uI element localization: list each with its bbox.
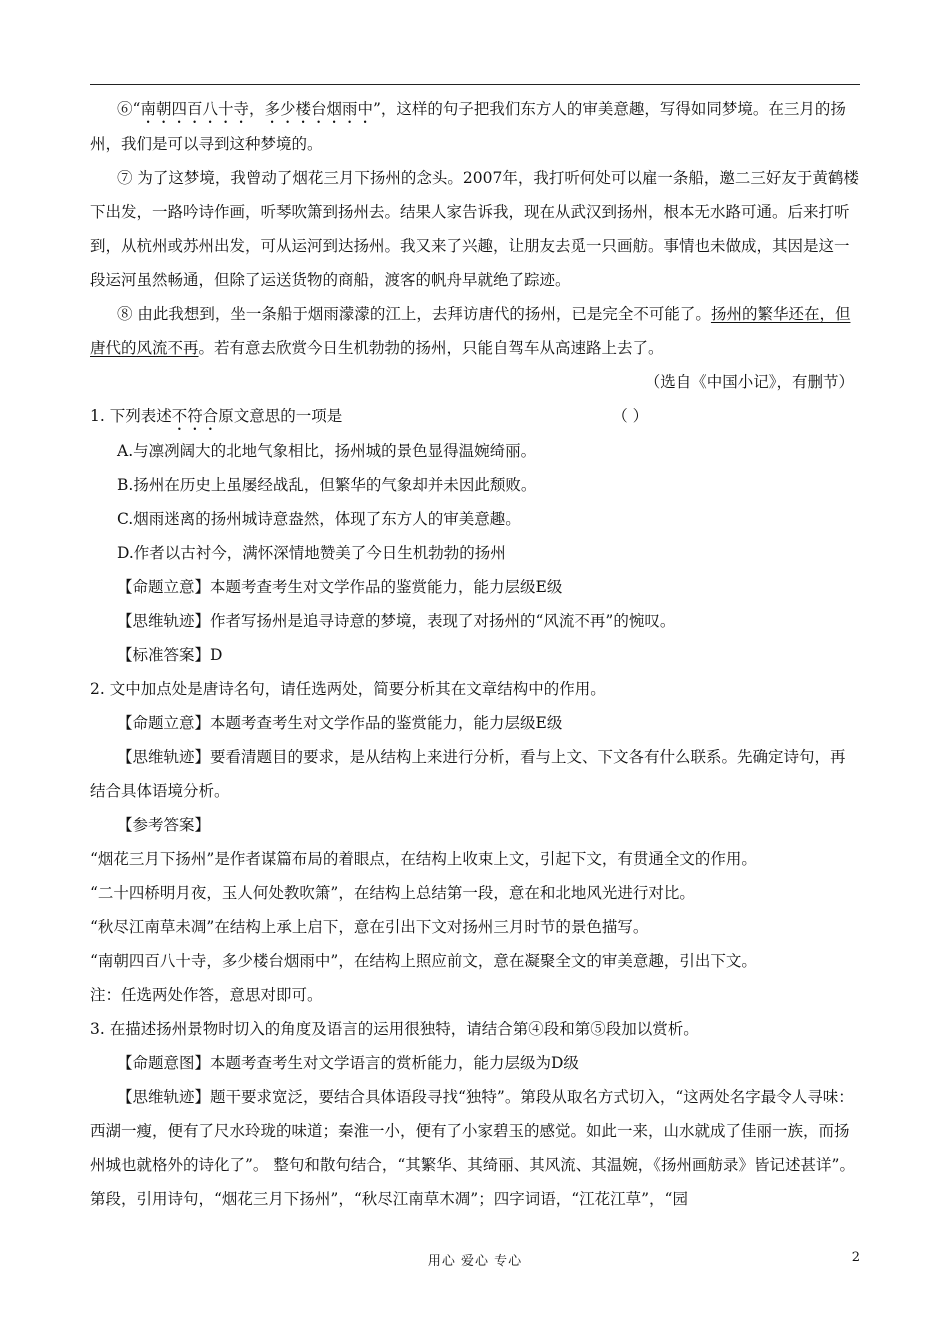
q2-note: 注：任选两处作答，意思对即可。	[90, 986, 323, 1004]
option-b: B.扬州在历史上虽屡经战乱，但繁华的气象却并未因此颓败。	[117, 476, 537, 494]
option-c: C.烟雨迷离的扬州城诗意盎然，体现了东方人的审美意趣。	[117, 510, 521, 528]
question-text: 1. 下列表述	[90, 407, 172, 425]
paragraph-7: ⑦ 为了这梦境，我曾动了烟花三月下扬州的念头。2007年，我打听何处可以雇一条船，邀二三好友于黄鹤楼下出发，一路吟诗作画，听琴吹箫到扬州去。结果人家告诉我，现在从武汉到扬州，根本无水路可通。后来打听到，从杭州或苏州出发，可从运河到达扬州。我又来了兴趣，让朋友去觅一只画舫。事情也未做成，其因是这一段运河虽然畅通，但除了运送货物的商船，渡客的帆舟早就绝了踪迹。	[90, 169, 859, 289]
q2-answer-3: “秋尽江南草未凋”在结构上承上启下，意在引出下文对扬州三月时节的景色描写。	[90, 918, 649, 936]
question-text: 原文意思的一项是	[218, 407, 343, 425]
q2-intent: 【命题立意】本题考查考生对文学作品的鉴赏能力，能力层级E级	[117, 714, 563, 732]
q2-answer-4: “南朝四百八十寺，多少楼台烟雨中”，在结构上照应前文，意在凝聚全文的审美意趣，引出下文。	[90, 952, 757, 970]
page-footer	[90, 1250, 860, 1270]
option-d: D.作者以古衬今，满怀深情地赞美了今日生机勃勃的扬州	[117, 544, 506, 562]
q3-trace: 【思维轨迹】题干要求宽泛，要结合具体语段寻找“独特”。第段从取名方式切入，“这两处名字最令人寻味：西湖一瘦，便有了尺水玲珑的味道；秦淮一小，便有了小家碧玉的感觉。如此一来，山水就成了佳丽一族，而扬州城也就格外的诗化了”。 整句和散句结合，“其繁华、其绮丽、其风流、其温婉，《扬州画舫录》皆记述甚详”。第段，引用诗句，“烟花三月下扬州”，“秋尽江南草木凋”；四字词语，“江花江草”，“园	[90, 1088, 855, 1208]
header-rule	[90, 84, 860, 85]
page-number: 2	[851, 1250, 860, 1265]
q2-reference-label: 【参考答案】	[117, 816, 211, 834]
paragraph-6	[90, 92, 860, 161]
q1-intent: 【命题立意】本题考查考生对文学作品的鉴赏能力，能力层级E级	[117, 578, 563, 596]
paragraph-8	[90, 297, 860, 365]
q3-intent: 【命题意图】本题考查考生对文学语言的赏析能力，能力层级为D级	[117, 1054, 579, 1072]
answer-blank: （ ）	[612, 407, 649, 425]
question-2-stem: 2. 文中加点处是唐诗名句，请任选两处，简要分析其在文章结构中的作用。	[90, 680, 606, 698]
q2-answer-1: “烟花三月下扬州”是作者谋篇布局的着眼点，在结构上收束上文，引起下文，有贯通全文的作用。	[90, 850, 757, 868]
emphasized-word: 不符合	[171, 407, 219, 425]
q1-trace: 【思维轨迹】作者写扬州是追寻诗意的梦境，表现了对扬州的“风流不再”的惋叹。	[117, 612, 676, 630]
para-number: ⑥	[117, 100, 133, 118]
q1-answer: 【标准答案】D	[117, 646, 223, 664]
source-citation: （选自《中国小记》，有删节）	[644, 373, 854, 391]
footer-motto: 用心 爱心 专心	[427, 1254, 523, 1269]
underlined-sentence: 扬州的繁华还在，但唐代的风流不再	[90, 305, 851, 357]
paragraph-text: ⑧ 由此我想到，坐一条船于烟雨濛濛的江上，去拜访唐代的扬州，已是完全不可能了。	[117, 305, 711, 323]
quote-mark: “	[132, 100, 141, 118]
paragraph-text: ”，这样的句子把我们东方人的审美意趣，写得如同梦境。在三月的扬州，我们是可以寻到这种梦境的。	[90, 100, 846, 153]
question-3-stem: 3. 在描述扬州景物时切入的角度及语言的运用很独特，请结合第④段和第⑤段加以赏析。	[90, 1020, 699, 1038]
dotted-poem-quote: 南朝四百八十寺，多少楼台烟雨中	[140, 100, 373, 118]
question-1-stem	[90, 399, 860, 434]
option-a: A.与凛冽阔大的北地气象相比，扬州城的景色显得温婉绮丽。	[117, 442, 537, 460]
q2-trace: 【思维轨迹】要看清题目的要求，是从结构上来进行分析，看与上文、下文各有什么联系。先确定诗句，再结合具体语境分析。	[90, 748, 846, 800]
q2-answer-2: “二十四桥明月夜，玉人何处教吹箫”，在结构上总结第一段，意在和北地风光进行对比。	[90, 884, 695, 902]
document-body	[90, 92, 860, 1216]
paragraph-text: 。若有意去欣赏今日生机勃勃的扬州，只能自驾车从高速路上去了。	[198, 339, 664, 357]
